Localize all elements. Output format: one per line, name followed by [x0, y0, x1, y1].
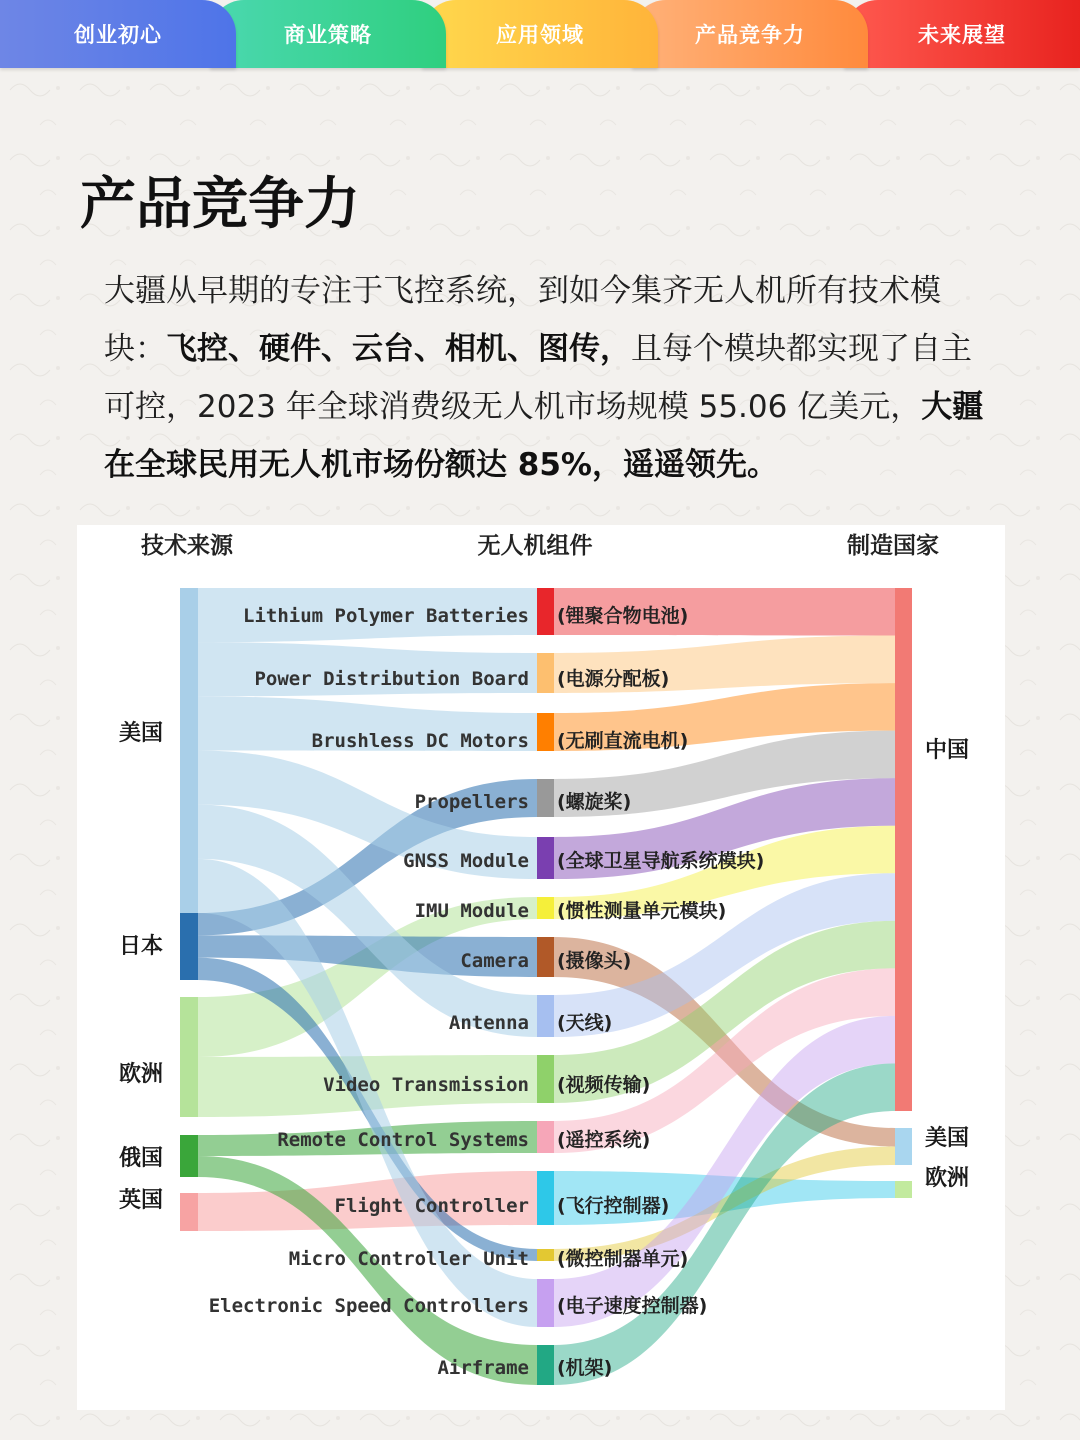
component-node-5: [537, 897, 554, 919]
source-node-3: [180, 1135, 198, 1177]
component-node-1: [537, 653, 554, 693]
component-label-en-0: Lithium Polymer Batteries: [243, 605, 529, 627]
component-label-zh-2: (无刷直流电机): [557, 730, 689, 752]
component-label-en-10: Flight Controller: [334, 1195, 529, 1217]
sankey-svg: [77, 525, 1005, 1410]
source-label-3: 俄国: [119, 1146, 164, 1171]
component-label-en-7: Antenna: [448, 1012, 529, 1034]
component-label-zh-5: (惯性测量单元模块): [557, 900, 727, 922]
component-label-zh-7: (天线): [557, 1012, 613, 1034]
component-label-en-5: IMU Module: [414, 900, 529, 922]
header-component: 无人机组件: [477, 533, 593, 559]
component-label-en-13: Airframe: [437, 1357, 529, 1379]
component-node-2: [537, 713, 554, 751]
source-node-1: [180, 913, 198, 980]
component-label-en-2: Brushless DC Motors: [311, 730, 529, 752]
source-label-4: 英国: [119, 1188, 164, 1213]
tab-origin[interactable]: 创业初心: [0, 0, 236, 68]
header-country: 制造国家: [847, 533, 939, 559]
component-node-6: [537, 937, 554, 977]
country-label-0: 中国: [925, 738, 970, 763]
component-label-zh-1: (电源分配板): [557, 668, 670, 690]
country-label-1: 美国: [925, 1126, 970, 1151]
header-source: 技术来源: [141, 533, 233, 559]
component-label-en-6: Camera: [460, 950, 529, 972]
top-nav-tabs: [0, 0, 1080, 70]
component-label-zh-4: (全球卫星导航系统模块): [557, 850, 765, 872]
component-node-10: [537, 1171, 554, 1225]
component-label-zh-13: (机架): [557, 1357, 613, 1379]
tab-future-outlook[interactable]: 未来展望: [844, 0, 1080, 68]
component-node-3: [537, 779, 554, 817]
component-label-zh-0: (锂聚合物电池): [557, 605, 689, 627]
para-bold-1: 飞控、硬件、云台、相机、图传，: [166, 331, 631, 367]
component-label-zh-6: (摄像头): [557, 950, 632, 972]
component-label-en-9: Remote Control Systems: [277, 1129, 529, 1151]
component-node-12: [537, 1279, 554, 1327]
para-bold-2: 大疆在全球民用无人机市场份额达 85%，遥遥领先。: [104, 389, 984, 483]
component-label-en-3: Propellers: [414, 791, 529, 813]
tab-business-strategy[interactable]: 商业策略: [210, 0, 446, 68]
country-node-2: [895, 1181, 912, 1198]
page-title: 产品竞争力: [80, 171, 360, 237]
tab-application-fields[interactable]: 应用领域: [422, 0, 658, 68]
component-label-zh-8: (视频传输): [557, 1074, 651, 1096]
source-label-2: 欧洲: [119, 1062, 164, 1087]
component-label-en-1: Power Distribution Board: [254, 668, 529, 690]
source-label-1: 日本: [119, 934, 164, 959]
component-node-13: [537, 1345, 554, 1385]
component-node-7: [537, 995, 554, 1037]
tab-product-competitiveness[interactable]: 产品竞争力: [632, 0, 868, 68]
source-label-0: 美国: [119, 721, 164, 746]
component-node-0: [537, 588, 554, 635]
component-label-en-4: GNSS Module: [403, 850, 529, 872]
link-country-13: [554, 1063, 895, 1385]
component-label-zh-3: (螺旋桨): [557, 791, 632, 813]
para-text-1: 大疆从早期的专注于飞控系统，到如今集齐无人机所有技术模块：: [104, 273, 941, 367]
country-label-2: 欧洲: [925, 1166, 970, 1191]
source-node-2: [180, 997, 198, 1117]
source-node-4: [180, 1193, 198, 1231]
component-label-zh-11: (微控制器单元): [557, 1248, 689, 1270]
country-node-0: [895, 588, 912, 1111]
component-node-11: [537, 1249, 554, 1261]
sankey-diagram: [77, 525, 1005, 1410]
component-label-zh-12: (电子速度控制器): [557, 1295, 708, 1317]
component-node-8: [537, 1055, 554, 1103]
para-text-2: 且每个模块都实现了自主可控，2023 年全球消费级无人机市场规模 55.06 亿美元，: [104, 331, 972, 425]
component-node-4: [537, 837, 554, 879]
component-label-zh-9: (遥控系统): [557, 1129, 651, 1151]
component-label-en-11: Micro Controller Unit: [288, 1248, 529, 1270]
source-node-0: [180, 588, 198, 913]
component-node-9: [537, 1121, 554, 1153]
component-label-zh-10: (飞行控制器): [557, 1195, 670, 1217]
intro-paragraph: [104, 262, 984, 494]
component-label-en-12: Electronic Speed Controllers: [208, 1295, 529, 1317]
component-label-en-8: Video Transmission: [323, 1074, 529, 1096]
country-node-1: [895, 1128, 912, 1165]
